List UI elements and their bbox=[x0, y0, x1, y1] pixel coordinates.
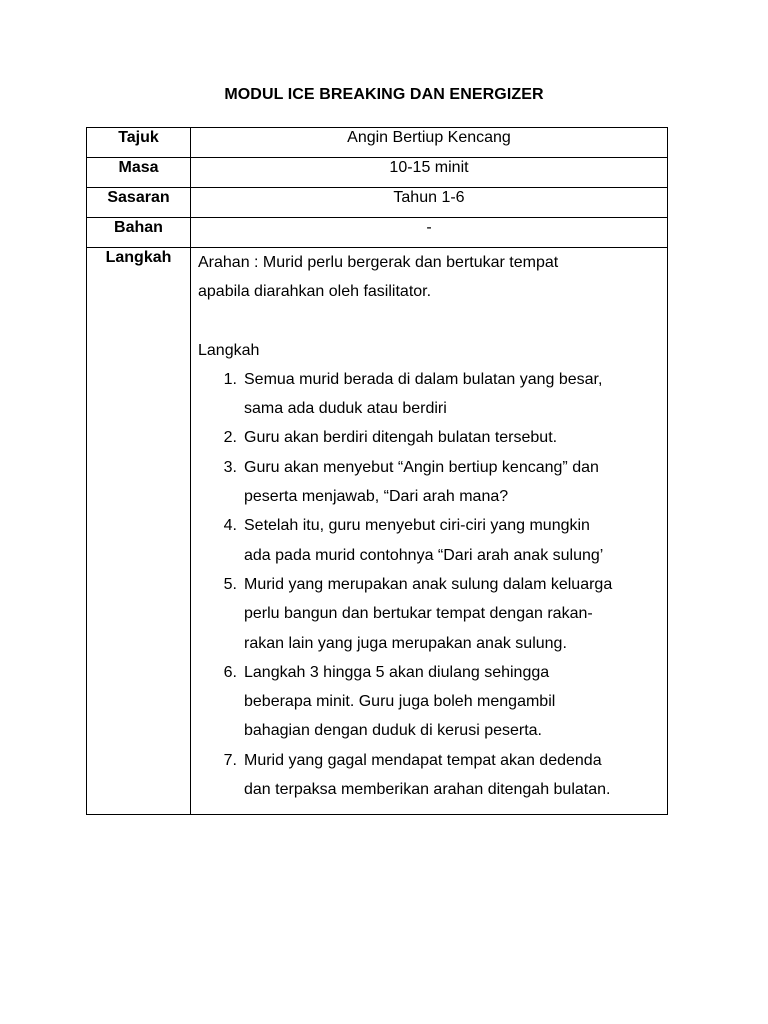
step-number: 5. bbox=[223, 575, 237, 593]
step-line: rakan lain yang juga merupakan anak sulung. bbox=[244, 634, 567, 652]
step-number: 7. bbox=[223, 751, 237, 769]
step-number: 6. bbox=[223, 663, 237, 681]
step-line: bahagian dengan duduk di kerusi peserta. bbox=[244, 722, 542, 740]
spacer bbox=[198, 307, 659, 336]
step-item bbox=[198, 511, 659, 570]
document-title: MODUL ICE BREAKING DAN ENERGIZER bbox=[224, 86, 544, 103]
step-number: 3. bbox=[223, 458, 237, 476]
steps-cell bbox=[191, 248, 668, 815]
row-label: Langkah bbox=[87, 248, 191, 815]
step-text bbox=[244, 423, 659, 452]
steps-list bbox=[198, 365, 659, 804]
row-value: Tahun 1-6 bbox=[191, 188, 668, 218]
step-line: sama ada duduk atau berdiri bbox=[244, 400, 447, 418]
step-text bbox=[244, 570, 659, 658]
step-item bbox=[198, 570, 659, 658]
step-line: ada pada murid contohnya “Dari arah anak sulung’ bbox=[244, 546, 604, 564]
row-value: 10-15 minit bbox=[191, 158, 668, 188]
row-label: Masa bbox=[87, 158, 191, 188]
row-value: - bbox=[191, 218, 668, 248]
step-line: perlu bangun dan bertukar tempat dengan rakan- bbox=[244, 605, 593, 623]
step-number: 2. bbox=[223, 429, 237, 447]
module-table bbox=[86, 127, 668, 815]
step-line: Guru akan berdiri ditengah bulatan tersebut. bbox=[244, 429, 558, 447]
step-line: Murid yang merupakan anak sulung dalam keluarga bbox=[244, 575, 613, 593]
step-line: beberapa minit. Guru juga boleh mengambil bbox=[244, 693, 556, 711]
row-value: Angin Bertiup Kencang bbox=[191, 128, 668, 158]
table-row-langkah bbox=[87, 248, 668, 815]
step-line: Langkah 3 hingga 5 akan diulang sehingga bbox=[244, 663, 550, 681]
step-text bbox=[244, 746, 659, 805]
step-line: Semua murid berada di dalam bulatan yang besar, bbox=[244, 370, 603, 388]
arahan-line: apabila diarahkan oleh fasilitator. bbox=[198, 283, 432, 301]
step-line: Setelah itu, guru menyebut ciri-ciri yang mungkin bbox=[244, 517, 590, 535]
steps-heading: Langkah bbox=[198, 341, 260, 359]
step-text bbox=[244, 453, 659, 512]
step-text bbox=[244, 365, 659, 424]
steps-content bbox=[191, 248, 667, 804]
table-row-sasaran bbox=[87, 188, 668, 218]
step-item bbox=[198, 365, 659, 424]
step-line: dan terpaksa memberikan arahan ditengah bulatan. bbox=[244, 781, 611, 799]
step-item bbox=[198, 453, 659, 512]
step-text bbox=[244, 511, 659, 570]
table-row-masa bbox=[87, 158, 668, 188]
step-number: 4. bbox=[223, 517, 237, 535]
row-label: Tajuk bbox=[87, 128, 191, 158]
arahan-line: Arahan : Murid perlu bergerak dan bertukar tempat bbox=[198, 254, 559, 271]
step-text bbox=[244, 658, 659, 746]
step-item bbox=[198, 423, 659, 452]
step-line: peserta menjawab, “Dari arah mana? bbox=[244, 488, 509, 506]
step-item bbox=[198, 658, 659, 746]
row-label: Bahan bbox=[87, 218, 191, 248]
table-row-tajuk bbox=[87, 128, 668, 158]
step-number: 1. bbox=[223, 370, 237, 388]
table-row-bahan bbox=[87, 218, 668, 248]
row-label: Sasaran bbox=[87, 188, 191, 218]
step-line: Guru akan menyebut “Angin bertiup kencang” dan bbox=[244, 458, 599, 476]
step-line: Murid yang gagal mendapat tempat akan dedenda bbox=[244, 751, 602, 769]
step-item bbox=[198, 746, 659, 805]
